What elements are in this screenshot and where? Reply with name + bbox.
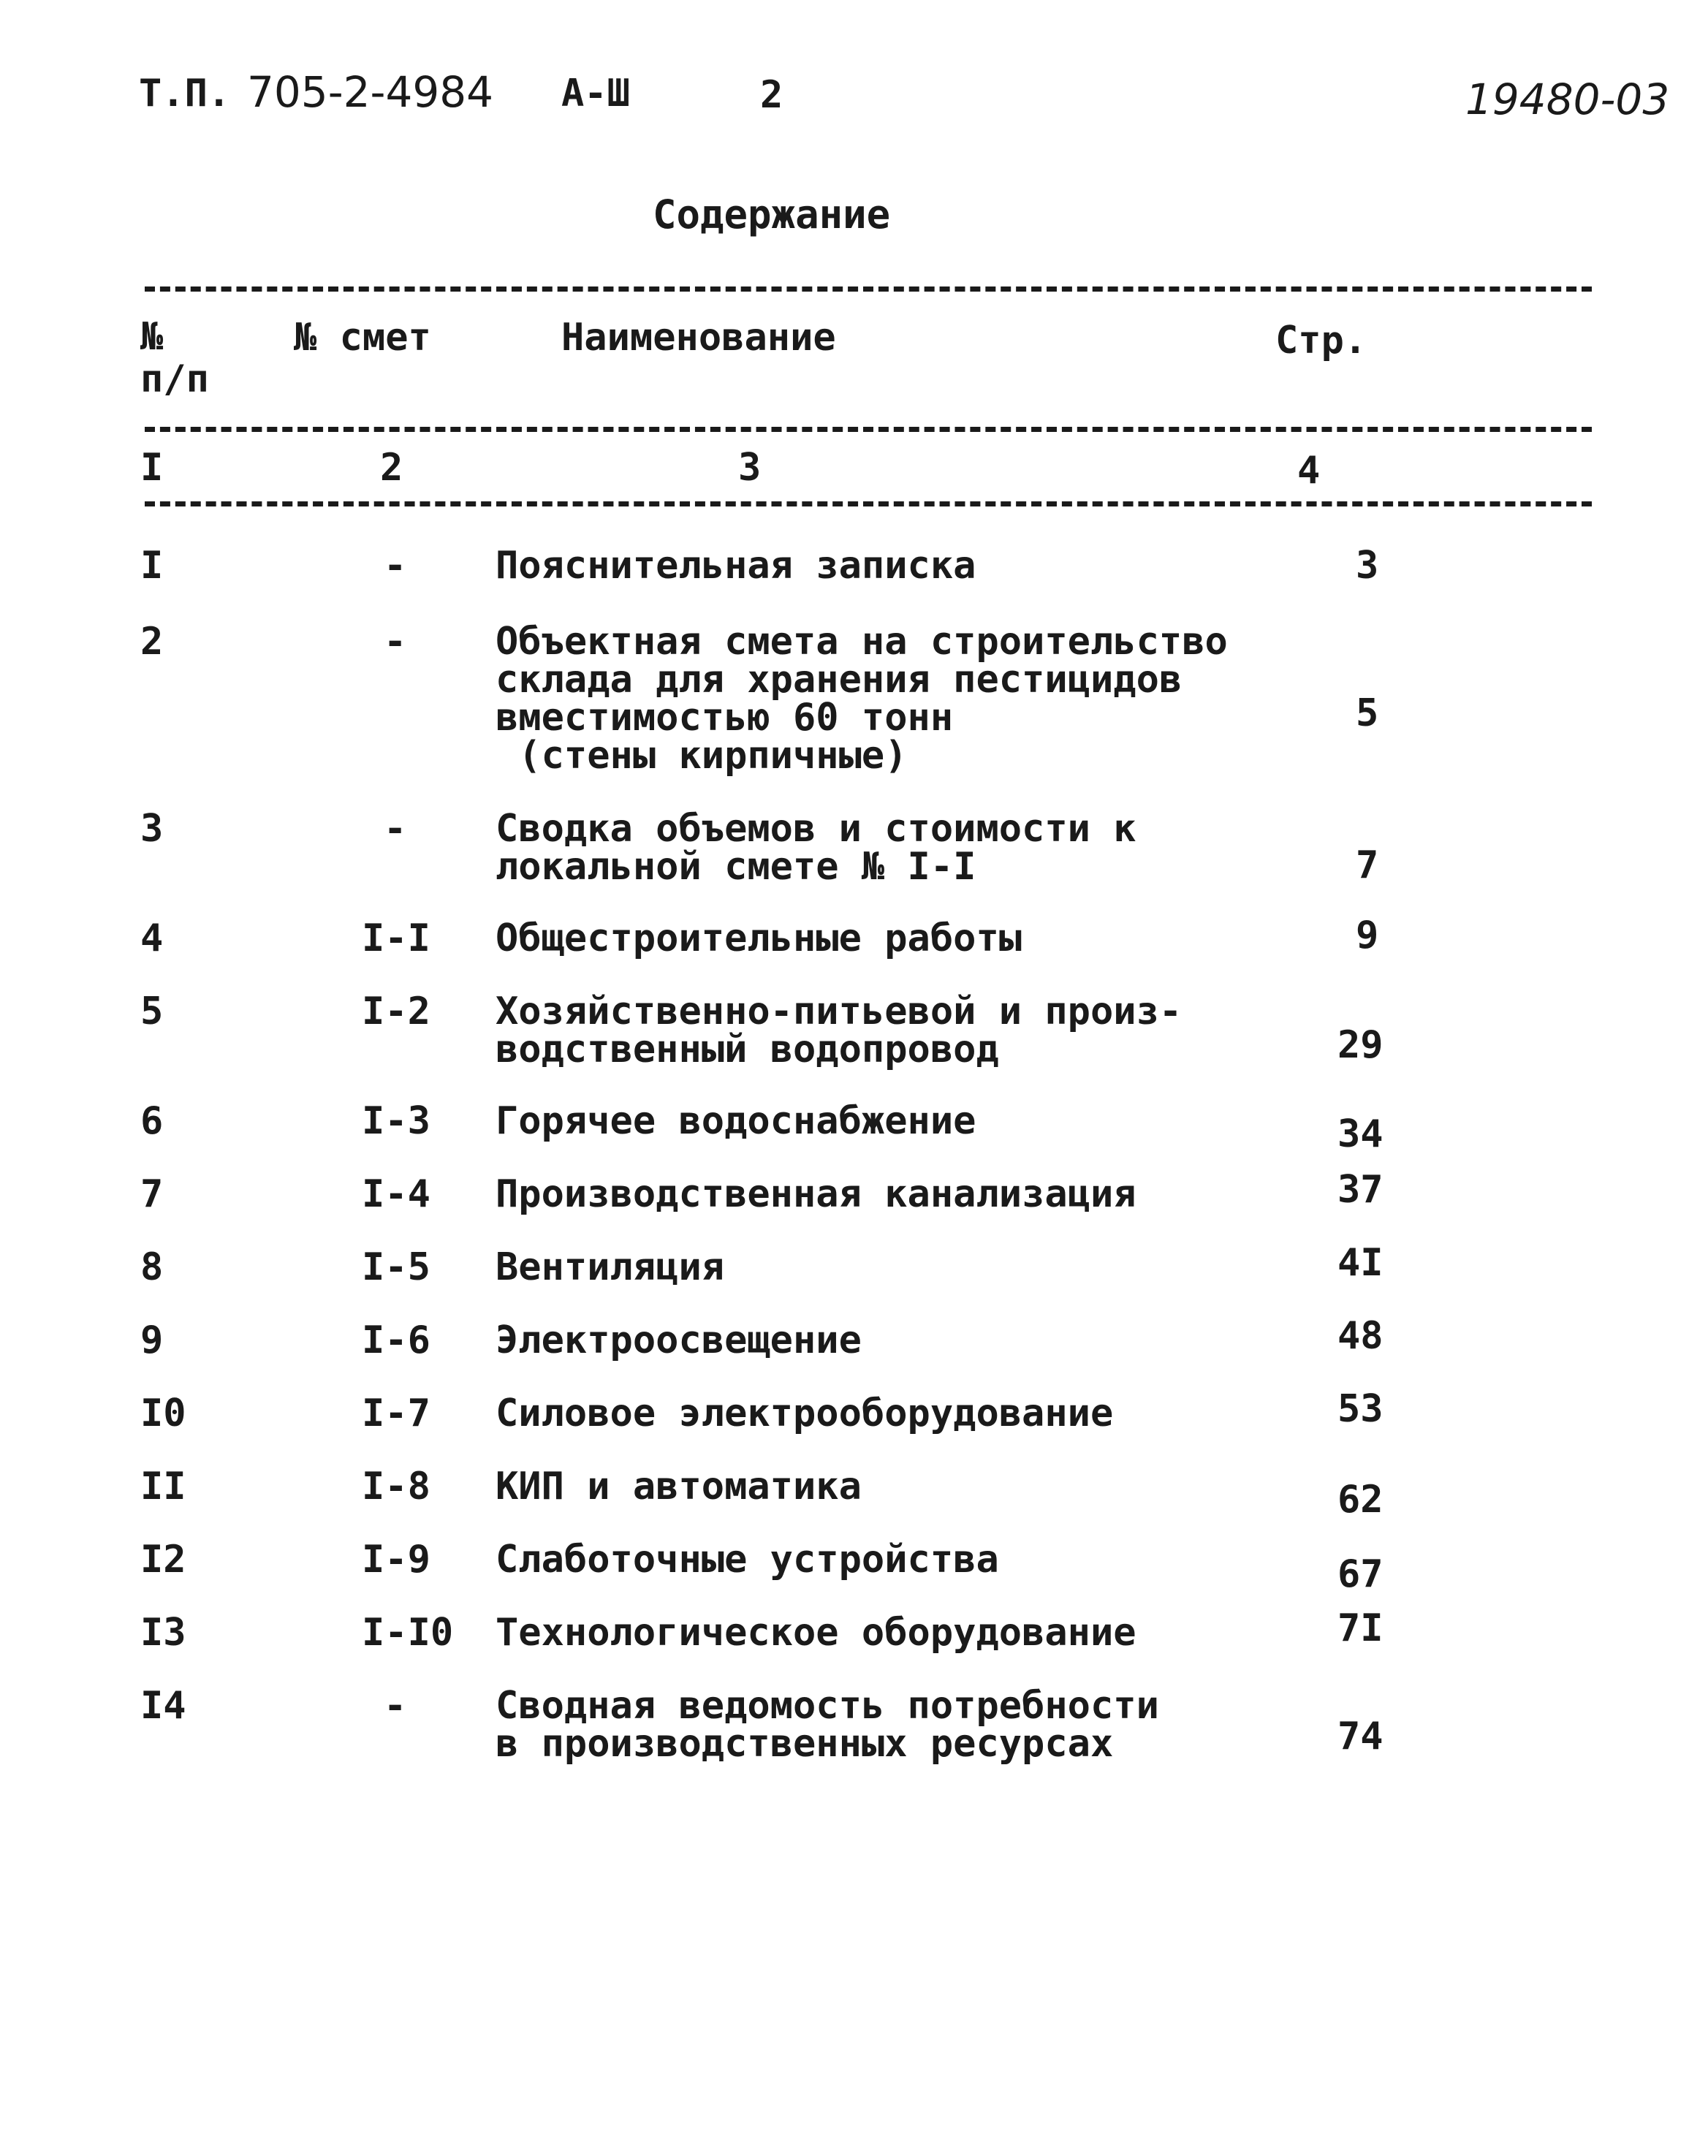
row-page: 9 xyxy=(1356,914,1379,957)
column-header-num: № п/п xyxy=(140,315,209,401)
row-name: Слаботочные устройства xyxy=(496,1538,999,1582)
row-num: I xyxy=(140,544,164,588)
column-header-estimate: № смет xyxy=(294,316,431,360)
row-estimate: I-8 xyxy=(362,1465,430,1508)
row-estimate: I-7 xyxy=(362,1392,430,1435)
document-code-prefix: Т.П. xyxy=(139,72,231,115)
row-estimate: I-4 xyxy=(362,1172,430,1216)
row-page: 53 xyxy=(1337,1387,1384,1431)
row-page: 37 xyxy=(1337,1168,1384,1212)
row-name: КИП и автоматика xyxy=(496,1465,862,1508)
page-number: 2 xyxy=(760,73,783,117)
row-num: II xyxy=(140,1465,186,1508)
column-number-1: I xyxy=(140,446,164,490)
row-num: 4 xyxy=(140,916,164,960)
stamp-number: 19480-03 xyxy=(1465,75,1670,124)
row-page: 5 xyxy=(1356,691,1379,735)
row-estimate: - xyxy=(384,544,407,588)
row-num: 8 xyxy=(140,1245,164,1289)
row-page: 7I xyxy=(1337,1606,1384,1650)
row-name: Сводная ведомость потребности в производственных ресурсах xyxy=(496,1684,1159,1766)
row-page: 7 xyxy=(1356,843,1379,887)
row-page: 62 xyxy=(1337,1478,1384,1522)
row-num: 7 xyxy=(140,1172,164,1216)
row-page: 29 xyxy=(1337,1023,1384,1067)
row-page: 48 xyxy=(1337,1314,1384,1358)
row-name: Объектная смета на строительство склада для хранения пестицидов вместимостью 60 тонн (стены кирпичные) xyxy=(496,620,1228,778)
row-name: Пояснительная записка xyxy=(496,544,976,588)
document-code-number: 705-2-4984 xyxy=(247,67,494,117)
row-name: Хозяйственно-питьевой и произ- водственный водопровод xyxy=(496,990,1183,1071)
row-num: I2 xyxy=(140,1538,186,1582)
row-estimate: I-6 xyxy=(362,1318,430,1362)
row-page: 34 xyxy=(1337,1112,1384,1156)
row-estimate: I-I xyxy=(362,916,430,960)
row-estimate: - xyxy=(384,807,407,851)
column-header-page: Стр. xyxy=(1275,319,1367,363)
row-name: Общестроительные работы xyxy=(496,916,1022,960)
row-num: I4 xyxy=(140,1684,186,1728)
row-num: 3 xyxy=(140,807,164,851)
row-num: I0 xyxy=(140,1392,186,1435)
row-name: Сводка объемов и стоимости к локальной смете № I-I xyxy=(496,807,1136,889)
row-num: I3 xyxy=(140,1611,186,1655)
column-number-2: 2 xyxy=(380,446,403,490)
row-page: 67 xyxy=(1337,1552,1384,1596)
row-estimate: I-2 xyxy=(362,990,430,1033)
column-number-4: 4 xyxy=(1297,449,1321,493)
row-name: Электроосвещение xyxy=(496,1318,862,1362)
row-estimate: I-3 xyxy=(362,1099,430,1143)
row-num: 5 xyxy=(140,990,164,1033)
row-num: 2 xyxy=(140,620,164,664)
column-header-name: Наименование xyxy=(561,316,836,360)
row-name: Вентиляция xyxy=(496,1245,725,1289)
album-number: А-Ш xyxy=(561,72,630,115)
row-page: 74 xyxy=(1337,1715,1384,1758)
row-estimate: - xyxy=(384,620,407,664)
row-estimate: - xyxy=(384,1684,407,1728)
row-name: Силовое электрооборудование xyxy=(496,1392,1114,1435)
row-estimate: I-I0 xyxy=(362,1611,454,1655)
row-num: 9 xyxy=(140,1318,164,1362)
table-rule-top xyxy=(145,286,1592,292)
page-title-text: Содержание xyxy=(653,191,891,238)
row-estimate: I-5 xyxy=(362,1245,430,1289)
table-rule-bottom xyxy=(145,501,1592,506)
column-number-3: 3 xyxy=(738,446,762,490)
row-num: 6 xyxy=(140,1099,164,1143)
row-estimate: I-9 xyxy=(362,1538,430,1582)
table-rule-middle xyxy=(145,427,1592,432)
row-name: Технологическое оборудование xyxy=(496,1611,1136,1655)
row-page: 3 xyxy=(1356,544,1379,588)
row-page: 4I xyxy=(1337,1241,1384,1285)
row-name: Горячее водоснабжение xyxy=(496,1099,976,1143)
row-name: Производственная канализация xyxy=(496,1172,1136,1216)
